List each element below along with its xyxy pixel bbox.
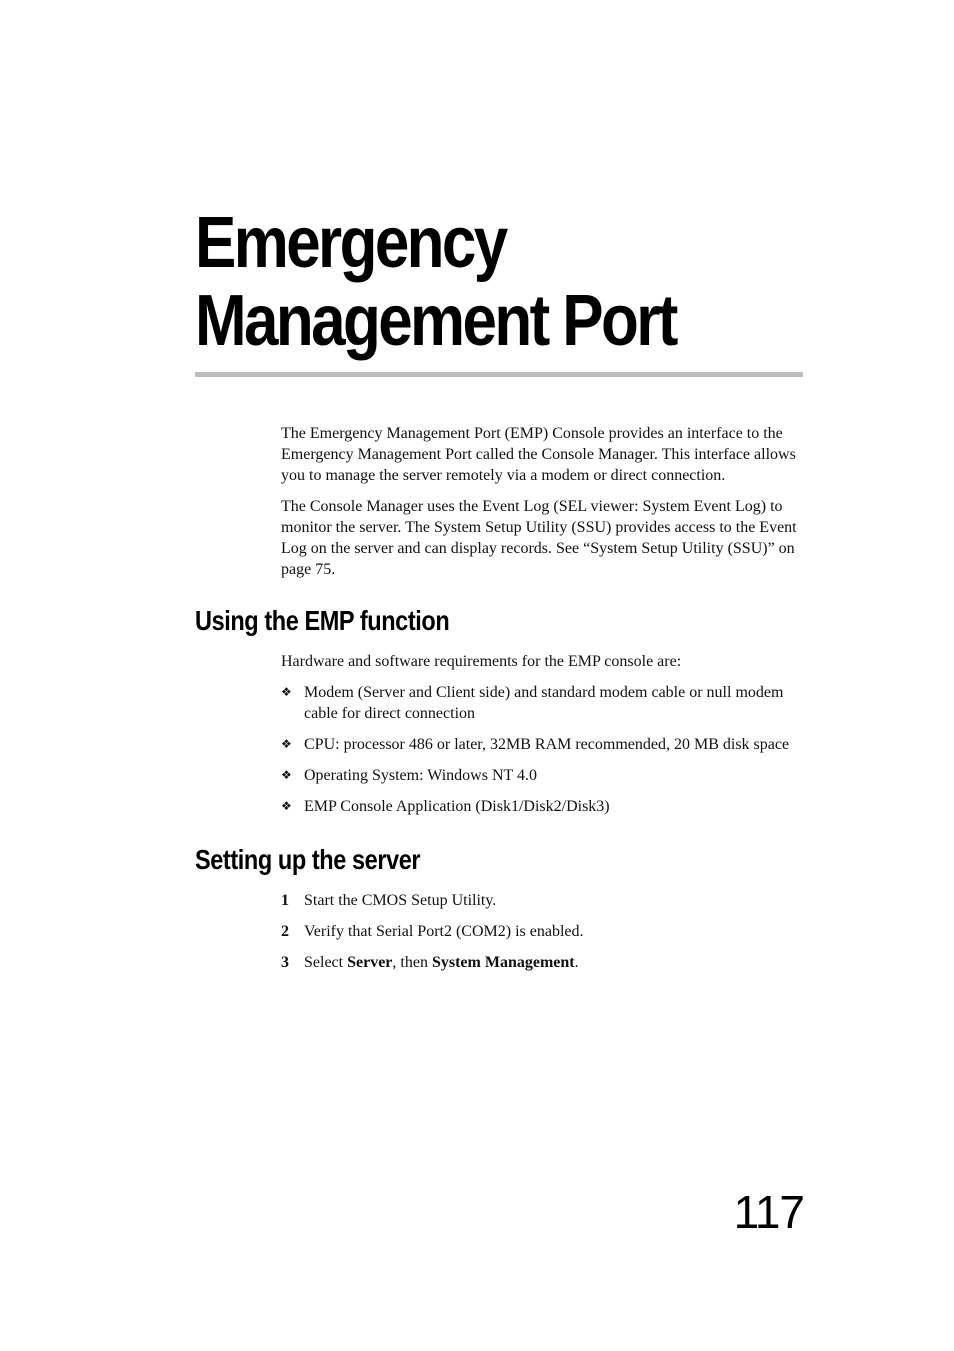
chapter-title-line-2: Management Port <box>195 281 676 361</box>
list-item <box>281 796 809 817</box>
section-heading-emp: Using the EMP function <box>195 605 450 636</box>
emp-requirements <box>281 651 809 827</box>
list-item-text: Modem (Server and Client side) and standard modem cable or null modem cable for direct connection <box>304 684 784 722</box>
page-number: 117 <box>733 1186 804 1238</box>
section-heading-server: Setting up the server <box>195 844 421 875</box>
list-item <box>281 765 809 786</box>
chapter-title-line-1: Emergency <box>195 203 506 283</box>
step-text-prefix: Select <box>304 954 348 971</box>
requirements-lead: Hardware and software requirements for the EMP console are: <box>281 653 682 670</box>
step-item <box>281 921 805 942</box>
intro-paragraph-1: The Emergency Management Port (EMP) Console provides an interface to the Emergency Management Port called the Console Manager. This interface allows you to manage the server remotely via a modem or direct connection. <box>281 425 796 484</box>
diamond-bullet-icon: ❖ <box>281 768 292 782</box>
step-bold-server: Server <box>347 954 393 971</box>
step-number: 1 <box>281 892 289 909</box>
diamond-bullet-icon: ❖ <box>281 737 292 751</box>
intro-section <box>281 423 805 590</box>
step-text <box>304 954 579 971</box>
list-item <box>281 682 809 724</box>
step-number: 3 <box>281 954 289 971</box>
step-text: Start the CMOS Setup Utility. <box>304 892 497 909</box>
chapter-title <box>195 204 728 360</box>
step-bold-system-management: System Management <box>431 954 575 971</box>
list-item-text: EMP Console Application (Disk1/Disk2/Disk3) <box>304 798 610 815</box>
diamond-bullet-icon: ❖ <box>281 685 292 699</box>
intro-paragraph-2: The Console Manager uses the Event Log (SEL viewer: System Event Log) to monitor the server. The System Setup Utility (SSU) provides access to the Event Log on the server and can display records. See “System Setup Utility (SSU)” on page 75. <box>281 498 797 578</box>
requirements-list <box>281 682 809 817</box>
step-item <box>281 890 805 911</box>
step-text-suffix: . <box>574 954 579 971</box>
list-item <box>281 734 809 755</box>
list-item-text: CPU: processor 486 or later, 32MB RAM recommended, 20 MB disk space <box>304 736 790 753</box>
setup-steps <box>281 890 805 983</box>
list-item-text: Operating System: Windows NT 4.0 <box>304 767 537 784</box>
step-text-middle: , then <box>392 954 432 971</box>
diamond-bullet-icon: ❖ <box>281 799 292 813</box>
steps-list <box>281 890 805 973</box>
title-divider <box>195 372 803 377</box>
step-number: 2 <box>281 923 289 940</box>
step-item <box>281 952 805 973</box>
step-text: Verify that Serial Port2 (COM2) is enabled. <box>304 923 584 940</box>
